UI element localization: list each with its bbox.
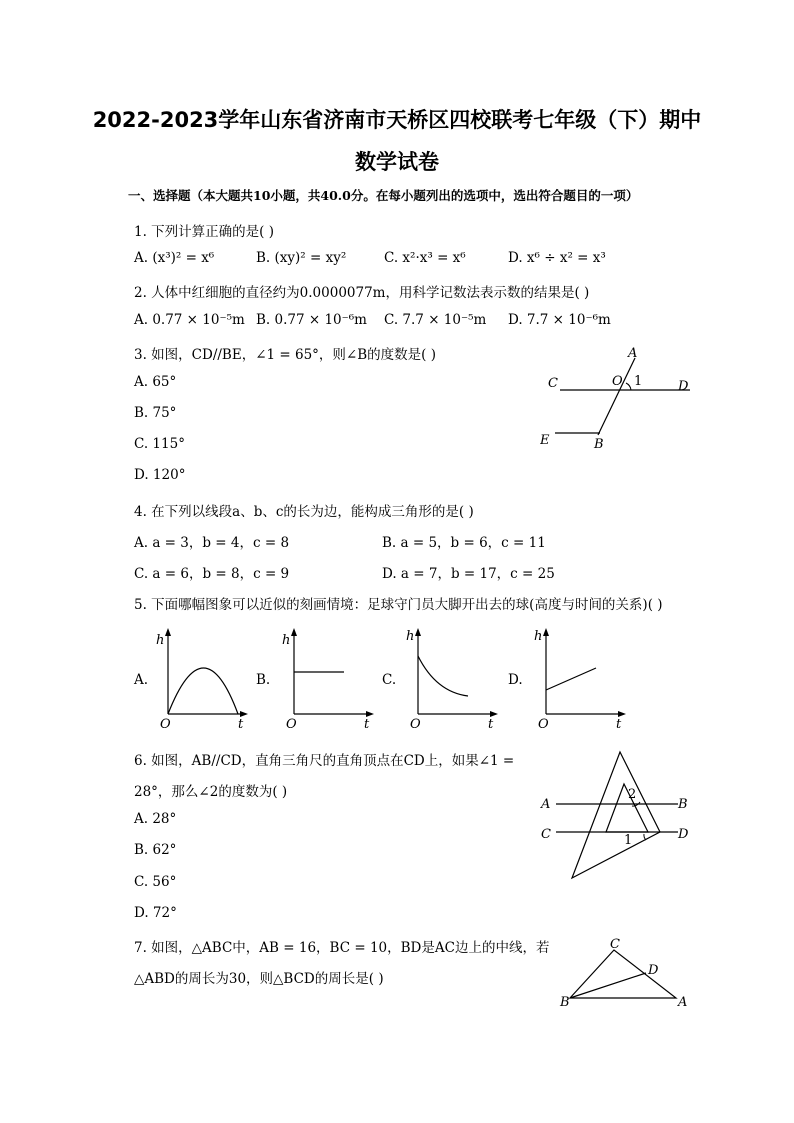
fig7-label-a: A xyxy=(678,995,688,1010)
graph-d xyxy=(530,626,630,730)
graph-a-h: h xyxy=(156,633,165,648)
question-5-option-a: A. xyxy=(134,672,149,688)
question-7-stem-line1: 7. 如图，△ABC中，AB = 16，BC = 10，BD是AC边上的中线，若 xyxy=(134,940,550,956)
graph-a-o: O xyxy=(160,717,171,730)
question-7-stem-line2: △ABD的周长为30，则△BCD的周长是( ) xyxy=(134,971,384,987)
fig3-label-c: C xyxy=(548,376,558,391)
graph-b-h: h xyxy=(282,633,291,648)
question-2-option-c: C. 7.7 × 10⁻⁵m xyxy=(384,312,487,328)
question-6-option-d: D. 72° xyxy=(134,905,177,921)
graph-c-t: t xyxy=(488,717,494,730)
graph-d-t: t xyxy=(616,717,622,730)
fig3-label-e: E xyxy=(540,433,550,448)
question-6-stem-line1: 6. 如图，AB//CD，直角三角尺的直角顶点在CD上，如果∠1 = xyxy=(134,753,515,769)
question-3-figure xyxy=(540,343,700,453)
fig6-label-a: A xyxy=(541,797,551,812)
question-1-option-c: C. x²·x³ = x⁶ xyxy=(384,250,466,266)
question-6-option-c: C. 56° xyxy=(134,874,177,890)
question-4-stem: 4. 在下列以线段a、b、c的长为边，能构成三角形的是( ) xyxy=(134,504,474,520)
graph-a xyxy=(152,626,252,730)
question-3-option-c: C. 115° xyxy=(134,436,185,452)
fig7-label-c: C xyxy=(610,937,620,952)
question-1-option-a: A. (x³)² = x⁶ xyxy=(134,250,215,266)
question-6-option-b: B. 62° xyxy=(134,842,177,858)
question-3-option-a: A. 65° xyxy=(134,374,177,390)
fig6-label-2: 2 xyxy=(628,787,637,802)
graph-d-h: h xyxy=(534,629,543,644)
graph-b-t: t xyxy=(364,717,370,730)
fig3-label-o: O xyxy=(612,374,623,389)
question-2-stem: 2. 人体中红细胞的直径约为0.0000077m，用科学记数法表示数的结果是( ) xyxy=(134,285,590,301)
fig6-label-d: D xyxy=(678,827,689,842)
question-3-option-d: D. 120° xyxy=(134,467,186,483)
question-1-option-d: D. x⁶ ÷ x² = x³ xyxy=(508,250,606,266)
question-6-figure xyxy=(536,748,696,882)
graph-c xyxy=(402,626,502,730)
question-4-option-a: A. a = 3，b = 4，c = 8 xyxy=(134,535,290,551)
graph-a-t: t xyxy=(238,717,244,730)
fig3-label-1: 1 xyxy=(634,374,643,389)
exam-title-line2: 数学试卷 xyxy=(355,150,439,174)
question-3-option-b: B. 75° xyxy=(134,405,177,421)
question-6-stem-line2: 28°，那么∠2的度数为( ) xyxy=(134,784,288,800)
question-1-option-b: B. (xy)² = xy² xyxy=(256,250,347,266)
question-4-option-d: D. a = 7，b = 17，c = 25 xyxy=(382,566,555,582)
graph-b xyxy=(278,626,378,730)
fig6-label-c: C xyxy=(541,827,551,842)
graph-d-o: O xyxy=(538,717,549,730)
graph-c-o: O xyxy=(410,717,421,730)
question-2-option-d: D. 7.7 × 10⁻⁶m xyxy=(508,312,611,328)
graph-b-o: O xyxy=(286,717,297,730)
question-1-stem: 1. 下列计算正确的是( ) xyxy=(134,224,274,240)
question-2-option-b: B. 0.77 × 10⁻⁶m xyxy=(256,312,367,328)
question-5-option-d: D. xyxy=(508,672,523,688)
exam-title-line1: 2022-2023学年山东省济南市天桥区四校联考七年级（下）期中 xyxy=(92,108,702,132)
fig3-label-b: B xyxy=(594,437,604,452)
fig3-label-a: A xyxy=(628,346,638,361)
question-4-option-b: B. a = 5，b = 6，c = 11 xyxy=(382,535,546,551)
fig7-label-d: D xyxy=(648,963,659,978)
question-3-stem: 3. 如图，CD//BE，∠1 = 65°，则∠B的度数是( ) xyxy=(134,347,436,363)
question-4-option-c: C. a = 6，b = 8，c = 9 xyxy=(134,566,290,582)
question-6-option-a: A. 28° xyxy=(134,811,177,827)
fig6-label-1: 1 xyxy=(624,833,633,848)
fig3-label-d: D xyxy=(678,379,689,394)
question-2-option-a: A. 0.77 × 10⁻⁵m xyxy=(134,312,245,328)
fig7-label-b: B xyxy=(560,995,570,1010)
section-heading: 一、选择题（本大题共10小题，共40.0分。在每小题列出的选项中，选出符合题目的一项） xyxy=(128,188,639,203)
question-5-option-b: B. xyxy=(256,672,271,688)
question-5-stem: 5. 下面哪幅图象可以近似的刻画情境：足球守门员大脚开出去的球(高度与时间的关系)( ) xyxy=(134,597,663,613)
graph-c-h: h xyxy=(406,629,415,644)
question-5-option-c: C. xyxy=(382,672,397,688)
question-7-figure xyxy=(556,934,696,1014)
fig6-label-b: B xyxy=(678,797,688,812)
